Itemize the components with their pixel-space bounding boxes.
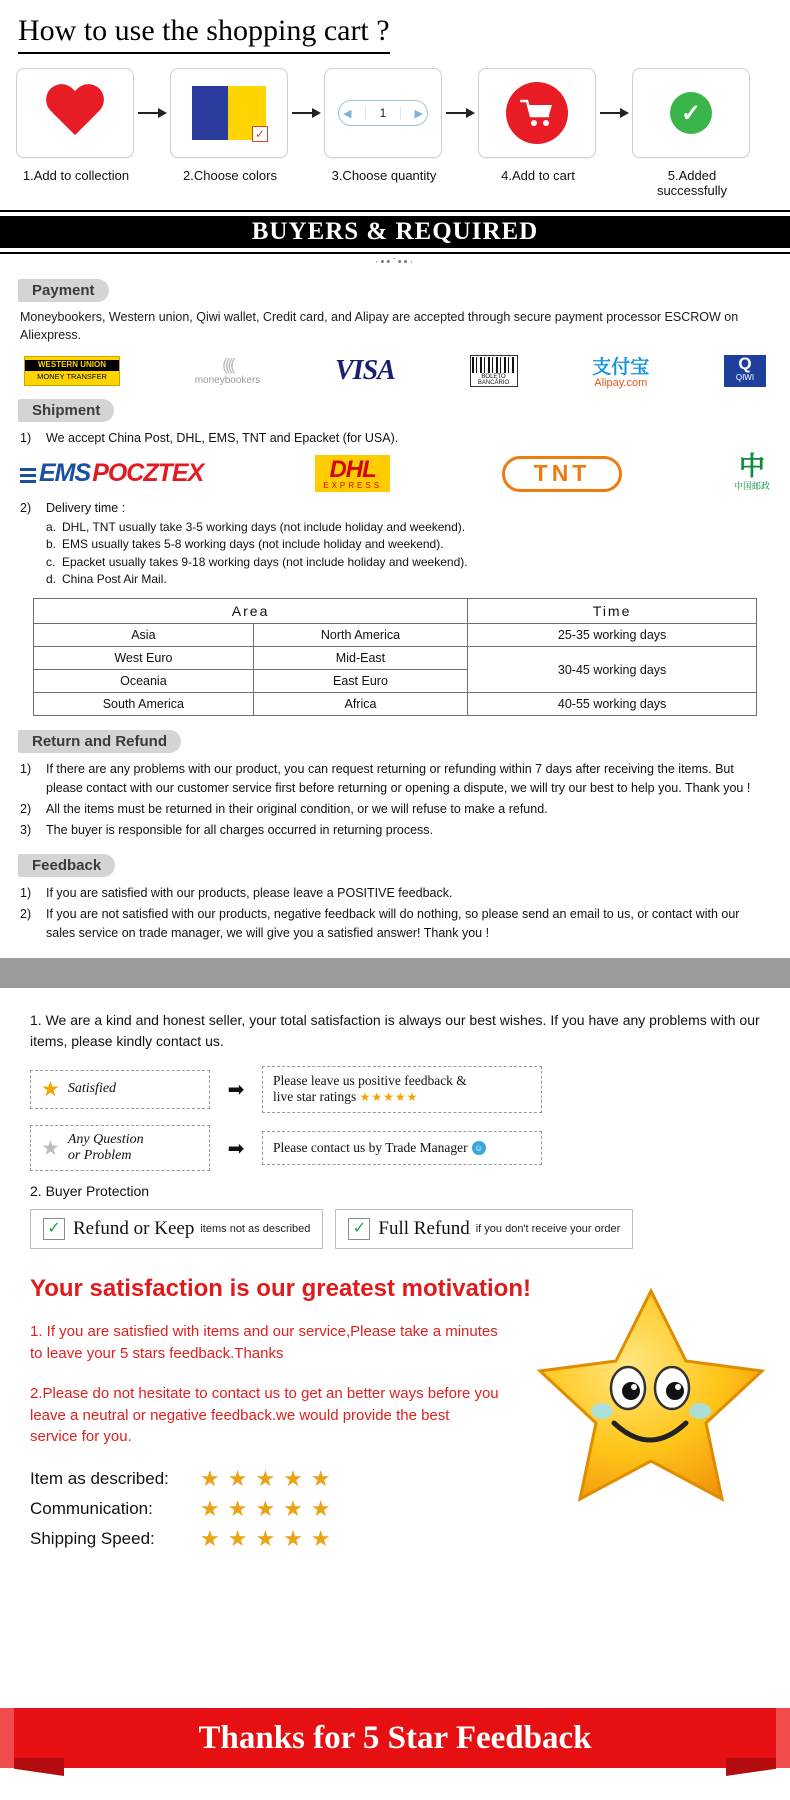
smiling-star-mascot [536, 1283, 766, 1513]
china-post-logo: 中 中国邮政 [733, 452, 770, 491]
arrow-right-icon: ➡ [227, 1137, 245, 1160]
arrow-right-icon: ➡ [227, 1078, 245, 1101]
table-row: South America Africa 40-55 working days [34, 693, 757, 716]
rating-row [30, 1526, 760, 1552]
trade-manager-box [262, 1131, 542, 1165]
refund-or-keep-box [30, 1209, 323, 1249]
step-item [632, 68, 752, 198]
refund-or-keep-note: items not as described [200, 1223, 311, 1236]
boleto-logo: BOLETO BANCÁRIO [470, 355, 518, 387]
step-item [16, 68, 136, 183]
payment-logos [0, 344, 790, 393]
delivery-time-title [0, 498, 790, 519]
grey-star-icon: ★ [41, 1136, 60, 1160]
buyer-protection-title: 2. Buyer Protection [30, 1183, 150, 1200]
quantity-value: 1 [365, 106, 402, 120]
alipay-logo: 支付宝 Alipay.com [592, 356, 650, 390]
section-tag-return-refund: Return and Refund [18, 730, 181, 753]
step-item [478, 68, 598, 183]
step-box-add-to-cart [478, 68, 596, 158]
thanks-ribbon [0, 1692, 790, 1800]
green-check-icon: ✓ [43, 1218, 65, 1240]
five-stars-icon: ★★★★★ [359, 1090, 419, 1105]
trade-manager-label: Please contact us by Trade Manager [273, 1139, 468, 1155]
return-item: 2) All the items must be returned in their original condition, or we will refuse to make a refund. [20, 801, 548, 816]
shipment-logos [0, 449, 790, 498]
step-box-added-successfully [632, 68, 750, 158]
any-question-box [30, 1125, 210, 1171]
banner-title: BUYERS & REQUIRED [251, 218, 539, 245]
qiwi-logo: Q QIWI [724, 355, 766, 387]
delivery-item: d. China Post Air Mail. [46, 571, 167, 586]
any-question-label: Any Question [67, 1132, 144, 1148]
return-item: 3) The buyer is responsible for all charges occurred in returning process. [20, 822, 433, 837]
visa-logo: VISA [335, 354, 395, 386]
trade-manager-icon: ☺ [472, 1141, 486, 1155]
list-number: 2) [20, 501, 32, 515]
positive-feedback-box [262, 1066, 542, 1114]
return-item: 1) If there are any problems with our product, you can request returning or refunding within 7 days after receiving the items. But please contact with our customer service first before returning or opening a dispute, we will try our best to help you. Thank you ! [20, 762, 751, 796]
motivation-paragraph: 2.Please do not hesitate to contact us to get an better ways before you leave a neutral or negative feedback.we would provide the best service for you. [30, 1384, 499, 1446]
satisfied-box [30, 1070, 210, 1109]
step-item [170, 68, 290, 183]
list-number: 1) [20, 431, 32, 446]
gold-star-icon: ★ [41, 1077, 60, 1101]
satisfied-label: Satisfied [67, 1081, 117, 1097]
star-ratings-label: live star ratings [273, 1089, 357, 1105]
five-stars-icon: ★★★★★ [200, 1466, 339, 1492]
color-swatch-icon: ✓ [192, 86, 266, 140]
arcs-icon: (((( [222, 354, 233, 374]
green-check-icon: ✓ [348, 1218, 370, 1240]
tnt-logo: TNT [502, 456, 622, 492]
quantity-stepper-icon [338, 100, 428, 126]
full-refund-note: if you don't receive your order [475, 1223, 621, 1236]
satisfaction-row [30, 1066, 760, 1114]
arrow-right-icon [290, 68, 324, 158]
how-to-steps [0, 54, 790, 198]
ems-pocztex-logo: EMS POCZTEX [20, 459, 203, 488]
shipment-intro [0, 428, 790, 449]
step-label: 1.Add to collection [22, 168, 130, 183]
full-refund-label: Full Refund [378, 1218, 470, 1240]
step-label: 2.Choose colors [183, 168, 277, 183]
arrow-right-icon [444, 68, 478, 158]
any-question-label-2: or Problem [67, 1148, 132, 1164]
stripes-icon [20, 465, 36, 483]
satisfaction-block [0, 988, 790, 1250]
satisfaction-lead: 1. We are a kind and honest seller, your total satisfaction is always our best wishes. If you have any problems with our items, please kindly contact us. [30, 1011, 760, 1049]
shipping-time-table [33, 598, 757, 716]
feedback-item: 1) If you are satisfied with our products, please leave a POSITIVE feedback. [20, 886, 453, 901]
delivery-item: c. Epacket usually takes 9-18 working days (not include holiday and weekend). [46, 554, 468, 569]
motivation-title: Your satisfaction is our greatest motivation! [30, 1275, 531, 1303]
banner-ornament: ·••ॱ••· [374, 256, 416, 268]
refund-or-keep-label: Refund or Keep [73, 1218, 195, 1240]
rating-label: Communication: [30, 1499, 153, 1519]
check-circle-icon: ✓ [670, 92, 712, 134]
heart-icon [44, 85, 106, 141]
buyer-protection-boxes [30, 1209, 760, 1249]
feedback-item: 2) If you are not satisfied with our products, negative feedback will do nothing, so please send an email to us, or contact with our sales service on trade manager, we will give you a satisfied answer! Thank you ! [20, 907, 740, 940]
step-label: 4.Add to cart [501, 168, 575, 183]
step-item [324, 68, 444, 183]
shopping-cart-icon [506, 82, 568, 144]
section-tag-feedback: Feedback [18, 854, 115, 877]
table-row: Asia North America 25-35 working days [34, 624, 757, 647]
satisfaction-row [30, 1125, 760, 1171]
step-label: 5.Added successfully [656, 168, 728, 198]
list-text: We accept China Post, DHL, EMS, TNT and Epacket (for USA). [46, 431, 399, 446]
qiwi-mark-icon: Q [738, 353, 752, 373]
section-tag-payment: Payment [18, 279, 109, 302]
step-box-choose-quantity [324, 68, 442, 158]
section-tag-shipment: Shipment [18, 399, 114, 422]
list-text: Delivery time : [46, 501, 126, 515]
full-refund-box [335, 1209, 633, 1249]
section-divider [0, 958, 790, 988]
step-box-add-to-collection [16, 68, 134, 158]
step-box-choose-colors [170, 68, 288, 158]
ribbon-text: Thanks for 5 Star Feedback [198, 1719, 592, 1756]
delivery-item: a. DHL, TNT usually take 3-5 working days (not include holiday and weekend). [46, 519, 466, 534]
motivation-block [0, 1249, 790, 1552]
table-header-time: Time [468, 599, 757, 624]
barcode-icon [472, 357, 516, 373]
table-header-area: Area [34, 599, 468, 624]
moneybookers-logo: (((( moneybookers [194, 354, 261, 386]
western-union-logo: WESTERN UNION MONEY TRANSFER [24, 356, 120, 386]
table-header-row [34, 599, 757, 624]
rating-label: Item as described: [30, 1469, 169, 1489]
five-stars-icon: ★★★★★ [200, 1496, 339, 1522]
motivation-paragraph: 1. If you are satisfied with items and our service,Please take a minutes to leave your 5 stars feedback.Thanks [30, 1323, 498, 1363]
arrow-right-icon [136, 68, 170, 158]
dhl-logo: DHL EXPRESS [315, 455, 390, 492]
page-title: How to use the shopping cart ? [18, 14, 390, 54]
buyers-required-banner [0, 212, 790, 252]
five-stars-icon: ★★★★★ [200, 1526, 339, 1552]
table-row: West Euro Mid-East 30-45 working days [34, 647, 757, 670]
rating-label: Shipping Speed: [30, 1529, 155, 1549]
satisfaction-rows [30, 1066, 760, 1172]
payment-text: Moneybookers, Western union, Qiwi wallet, Credit card, and Alipay are accepted through secure payment processor ESCROW on Aliexpress. [20, 310, 739, 343]
delivery-item: b. EMS usually takes 5-8 working days (not include holiday and weekend). [46, 537, 444, 552]
page-title-wrap [0, 0, 790, 54]
table-row: Oceania East Euro [34, 670, 757, 693]
positive-feedback-label: Please leave us positive feedback & [273, 1072, 467, 1088]
arrow-right-icon [598, 68, 632, 158]
step-label: 3.Choose quantity [331, 168, 437, 183]
chevron-left-icon: ◀ [343, 107, 352, 120]
chevron-right-icon: ▶ [414, 107, 423, 120]
